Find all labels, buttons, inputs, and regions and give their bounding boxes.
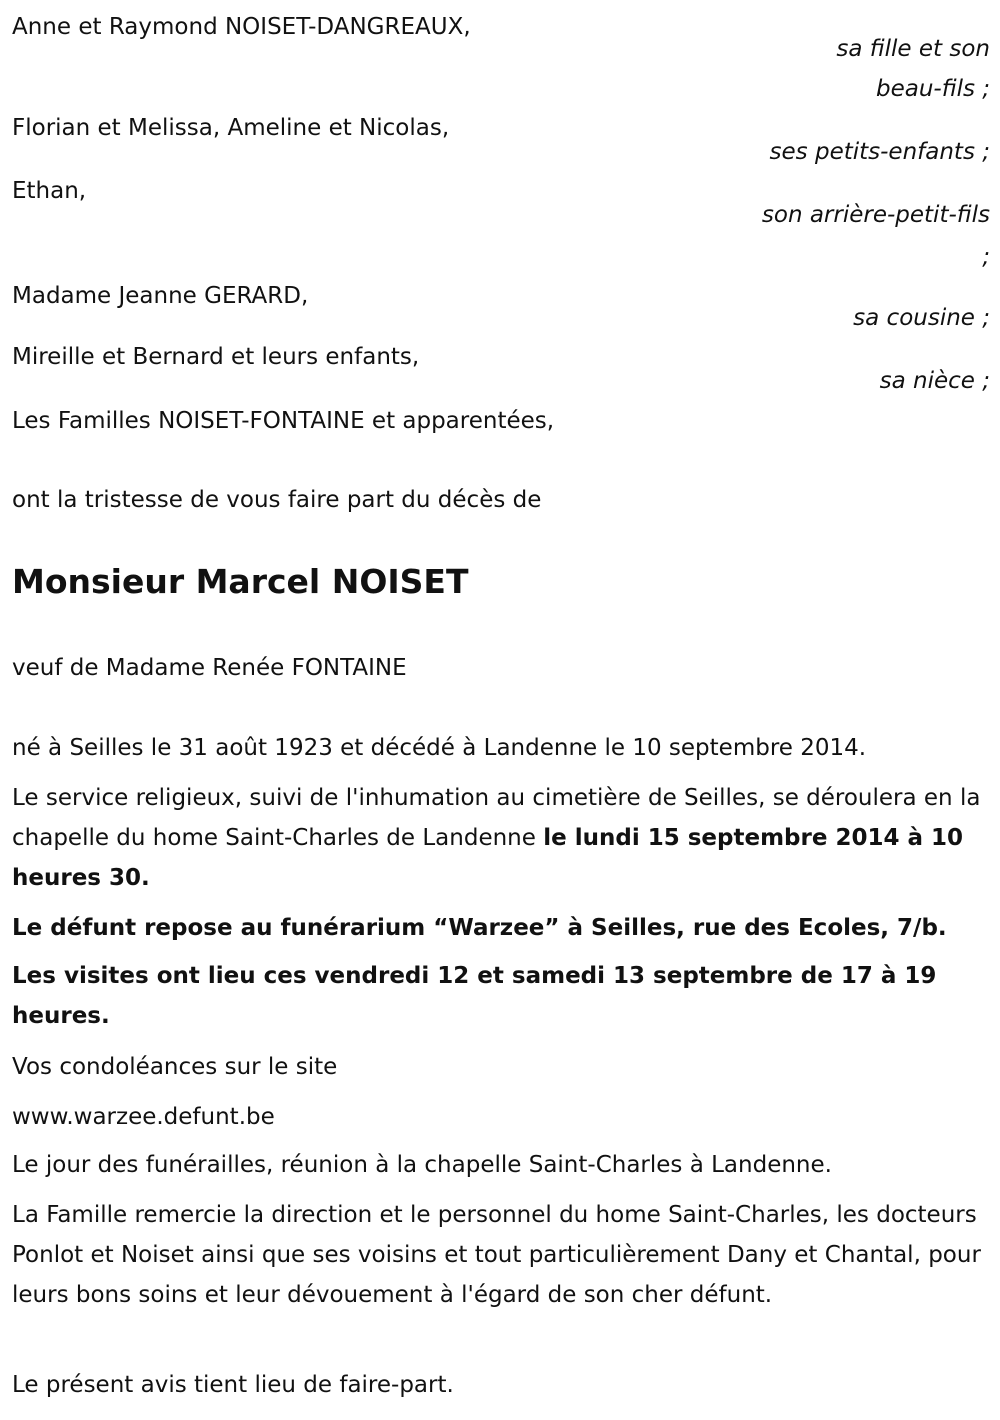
service-text: Le service religieux, suivi de l'inhumation au cimetière de Seilles, se déroulera en la chapelle du home Saint-Charles de Landenne	[12, 785, 981, 851]
relation-1b: beau-fils ;	[875, 76, 990, 102]
widower-of: veuf de Madame Renée FONTAINE	[12, 655, 407, 681]
family-name-4: Madame Jeanne GERARD,	[12, 283, 309, 309]
closing: Le présent avis tient lieu de faire-part.	[12, 1372, 454, 1398]
visits: Les visites ont lieu ces vendredi 12 et samedi 13 septembre de 17 à 19 heures.	[12, 963, 937, 1029]
deceased-name: Monsieur Marcel NOISET	[12, 562, 469, 601]
website-link[interactable]: www.warzee.defunt.be	[12, 1104, 275, 1130]
relation-3b: ;	[982, 244, 990, 270]
family-name-3: Ethan,	[12, 178, 87, 204]
relation-5: sa nièce ;	[879, 368, 990, 394]
relation-2: ses petits-enfants ;	[769, 139, 990, 165]
condolences: Vos condoléances sur le site	[12, 1054, 338, 1080]
meeting: Le jour des funérailles, réunion à la chapelle Saint-Charles à Landenne.	[12, 1152, 832, 1178]
family-name-6: Les Familles NOISET-FONTAINE et apparentées,	[12, 408, 555, 434]
birth-death: né à Seilles le 31 août 1923 et décédé à Landenne le 10 septembre 2014.	[12, 735, 867, 761]
family-name-2: Florian et Melissa, Ameline et Nicolas,	[12, 115, 450, 141]
relation-1a: sa fille et son	[836, 36, 990, 62]
family-name-5: Mireille et Bernard et leurs enfants,	[12, 344, 420, 370]
service-paragraph	[12, 778, 987, 898]
announcement: ont la tristesse de vous faire part du décès de	[12, 487, 542, 513]
service-date: le lundi 15 septembre 2014 à 10 heures 30.	[12, 825, 964, 891]
relation-4: sa cousine ;	[853, 305, 990, 331]
relation-3a: son arrière-petit-fils	[761, 202, 990, 228]
thanks: La Famille remercie la direction et le personnel du home Saint-Charles, les docteurs Ponlot et Noiset ainsi que ses voisins et tout particulièrement Dany et Chantal, pour leurs bons soins et leur dévouement à l'égard de son cher défunt.	[12, 1202, 981, 1308]
repose: Le défunt repose au funérarium “Warzee” à Seilles, rue des Ecoles, 7/b.	[12, 915, 947, 941]
family-name-1: Anne et Raymond NOISET-DANGREAUX,	[12, 14, 471, 40]
